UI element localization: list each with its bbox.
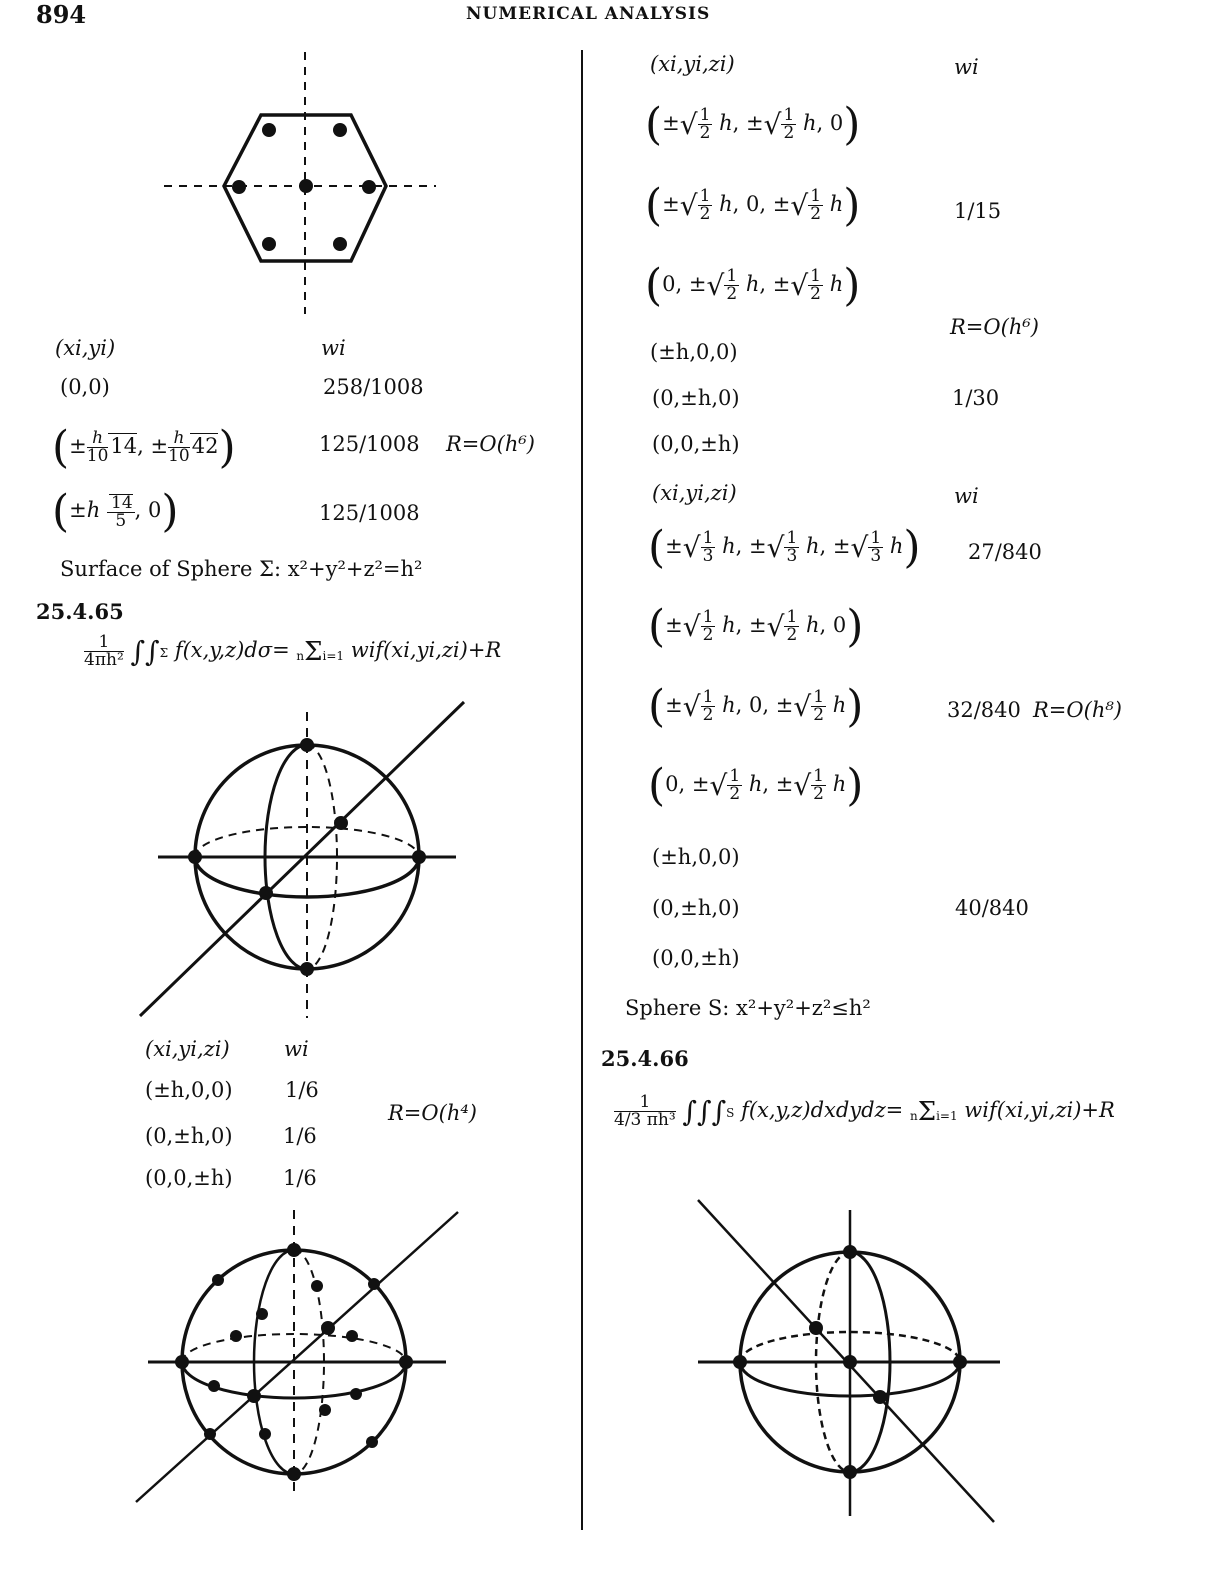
ta-col-point-header: (xi,yi,zi) [650, 52, 735, 76]
hexagon-figure [160, 48, 440, 318]
ta-row-5-point: (0,±h,0) [652, 386, 740, 410]
ta-row-2-weight: 1/15 [954, 199, 1002, 223]
sph-remainder: R=O(h⁴) [388, 1101, 477, 1125]
running-head: NUMERICAL ANALYSIS [466, 4, 711, 24]
sphere-heading: Sphere S: x²+y²+z²≤h² [625, 996, 871, 1020]
sph-row-3-point: (0,0,±h) [145, 1166, 233, 1190]
tb-row-6-weight: 40/840 [955, 896, 1029, 920]
sph-row-1-point: (±h,0,0) [145, 1078, 233, 1102]
sphere-surface-multipoint-figure [134, 1206, 464, 1506]
tb-row-1-point: (±√ $\frac{1}{3}$ h, ±√ $\frac{1}{3}$ h, ±√ $\frac{1}{3}$ h) [648, 522, 921, 573]
ta-row-1-point: (±√ $\frac{1}{2}$ h, ±√ $\frac{1}{2}$ h, 0) [645, 99, 861, 150]
hex-row-2-weight: 125/1008 [319, 432, 420, 456]
hex-remainder: R=O(h⁶) [446, 432, 535, 456]
formula-25-4-66: $\frac{1}{\text{4/3 πh³}}$ ∫∫∫S f(x,y,z)dxdydz= nΣi=1 wif(xi,yi,zi)+R [614, 1092, 1115, 1130]
hex-row-3-point: (±h $\frac{14}{5}$ , 0) [52, 486, 179, 537]
tb-row-3-point: (±√ $\frac{1}{2}$ h, 0, ±√ $\frac{1}{2}$ h) [648, 681, 864, 732]
ta-remainder: R=O(h⁶) [950, 315, 1039, 339]
ta-row-2-point: (±√ $\frac{1}{2}$ h, 0, ±√ $\frac{1}{2}$ h) [645, 180, 861, 231]
hex-col-weight-header: wi [321, 336, 346, 360]
sph-row-1-weight: 1/6 [285, 1078, 319, 1102]
ta-col-weight-header: wi [954, 55, 979, 79]
hex-row-3-weight: 125/1008 [319, 501, 420, 525]
hex-row-1-point: (0,0) [60, 375, 110, 399]
formula-25-4-65: $\frac{1}{\text{4πh²}}$ ∫∫Σ f(x,y,z)dσ= nΣi=1 wif(xi,yi,zi)+R [84, 632, 502, 670]
tb-row-1-weight: 27/840 [968, 540, 1042, 564]
ta-row-5-weight: 1/30 [952, 386, 1000, 410]
page-number: 894 [36, 0, 87, 29]
hex-row-1-weight: 258/1008 [323, 375, 424, 399]
tb-col-weight-header: wi [954, 484, 979, 508]
tb-row-5-point: (±h,0,0) [652, 845, 740, 869]
solid-sphere-figure [694, 1196, 1006, 1526]
sph-row-2-weight: 1/6 [283, 1124, 317, 1148]
tb-row-7-point: (0,0,±h) [652, 946, 740, 970]
surface-heading: Surface of Sphere Σ: x²+y²+z²=h² [60, 557, 423, 581]
column-divider [581, 50, 583, 1530]
ta-row-6-point: (0,0,±h) [652, 432, 740, 456]
sph-col-point-header: (xi,yi,zi) [145, 1037, 230, 1061]
tb-row-4-point: (0, ±√ $\frac{1}{2}$ h, ±√ $\frac{1}{2}$ h) [648, 760, 864, 811]
sph-row-2-point: (0,±h,0) [145, 1124, 233, 1148]
section-25-4-66: 25.4.66 [601, 1046, 689, 1071]
ta-row-4-point: (±h,0,0) [650, 340, 738, 364]
hex-col-point-header: (xi,yi) [55, 336, 116, 360]
tb-row-6-point: (0,±h,0) [652, 896, 740, 920]
tb-row-2-point: (±√ $\frac{1}{2}$ h, ±√ $\frac{1}{2}$ h, 0) [648, 601, 864, 652]
sph-row-3-weight: 1/6 [283, 1166, 317, 1190]
sph-col-weight-header: wi [284, 1037, 309, 1061]
hex-row-2-point: (± $\frac{h}{10}$ 14, ± $\frac{h}{10}$ 42) [52, 422, 236, 473]
tb-col-point-header: (xi,yi,zi) [652, 481, 737, 505]
tb-row-3-weight: 32/840 [947, 698, 1021, 722]
ta-row-3-point: (0, ±√ $\frac{1}{2}$ h, ±√ $\frac{1}{2}$ h) [645, 260, 861, 311]
sphere-surface-6pt-figure [138, 700, 468, 1020]
tb-remainder: R=O(h⁸) [1033, 698, 1122, 722]
section-25-4-65: 25.4.65 [36, 599, 124, 624]
